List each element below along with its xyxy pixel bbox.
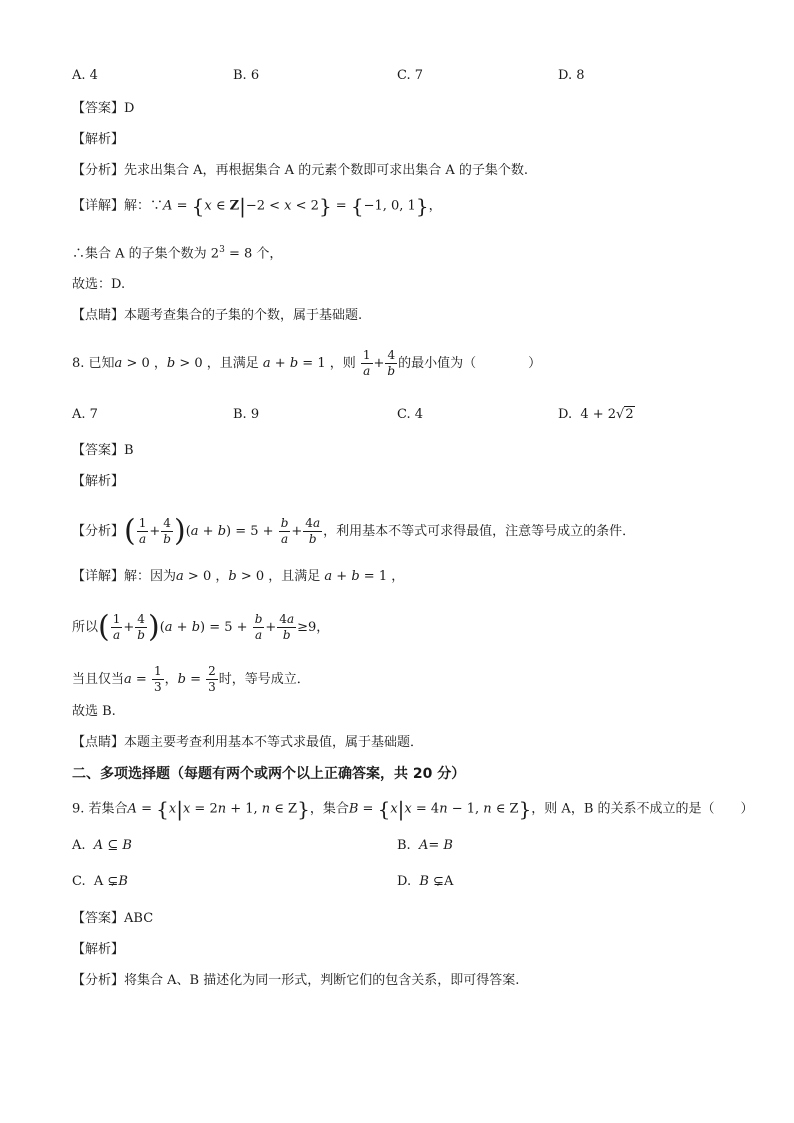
frac-1-a: $\frac{1}{a}$ <box>362 348 371 378</box>
fenxi-tag: 【分析】 <box>72 524 125 539</box>
option-d-label: D. <box>558 407 573 422</box>
q7-option-b: B. 6 <box>233 68 260 83</box>
q8-option-a: A. 7 <box>72 407 98 422</box>
q7-subset-count: ∴集合 A 的子集个数为 $2^3 = 8$ 个， <box>72 245 283 262</box>
suoyi: 所以 <box>72 620 99 635</box>
dangqie: 当且仅当 <box>72 672 125 687</box>
answer-value: ABC <box>124 911 154 926</box>
q7-option-a: A. 4 <box>72 68 98 83</box>
q9-option-a: A. A ⊆ B <box>72 838 132 853</box>
answer-tag: 【答案】 <box>72 443 125 458</box>
q8-stem-tail: 的最小值为（ ） <box>398 356 542 371</box>
q9-mid: ，集合 <box>309 801 349 817</box>
q8-number: 8. 已知 <box>72 356 115 371</box>
option-label: B. <box>397 838 411 853</box>
q9-number: 9. 若集合 <box>72 801 128 817</box>
fenxi-text: 将集合 A、B 描述化为同一形式，判断它们的包含关系，即可得答案. <box>124 973 520 988</box>
q7-dianjing <box>72 306 362 326</box>
dianjing-tag: 【点睛】 <box>72 735 125 750</box>
xiangjie-text: 解：因为 <box>124 569 177 584</box>
dianjing-text: 本题主要考查利用基本不等式求最值，属于基础题． <box>124 735 424 750</box>
q7-guxuan: 故选：D. <box>72 277 126 292</box>
option-label: D. <box>397 874 412 889</box>
q8-answer <box>72 441 134 461</box>
subset-text: ∴集合 A 的子集个数为 <box>72 246 207 262</box>
answer-tag: 【答案】 <box>72 101 125 116</box>
q7-answer <box>72 99 134 119</box>
option-label: A. <box>72 838 86 853</box>
frac-4-b: $\frac{4}{b}$ <box>387 348 396 378</box>
q8-option-c: C. 4 <box>397 407 424 422</box>
q7-xiangjie: 【详解】解：∵A = {x ∈ Z|−2 < x < 2} = {−1, 0, 1}， <box>72 194 442 218</box>
dianjing-tag: 【点睛】 <box>72 308 125 323</box>
q7-option-d: D. 8 <box>558 68 585 83</box>
section-heading: 二、多项选择题（每题有两个或两个以上正确答案，共 20 分） <box>72 766 466 782</box>
q8-fenxi: 【分析】( $\frac{1}{a}$ + $\frac{4}{b}$ )(a + b) = 5 + $\frac{b}{a}$ + $\frac{4a}{b}$ ，利用基本不等式可求得最值，注意等号成立的条件． <box>72 513 636 549</box>
q9-option-c: C. A ⊊B <box>72 874 128 889</box>
q7-option-c: C. 7 <box>397 68 424 83</box>
q8-option-d: D. 4 + 2√2 <box>558 407 634 422</box>
q8-guxuan: 故选 B. <box>72 704 116 719</box>
q8-analysis-tag: 【解析】 <box>72 474 125 489</box>
q9-tail: ，则 A，B 的关系不成立的是（ ） <box>531 801 754 817</box>
q8-suoyi: 所以( $\frac{1}{a}$ + $\frac{4}{b}$ )(a + b) = 5 + $\frac{b}{a}$ + $\frac{4a}{b}$ ≥9， <box>72 609 330 645</box>
subset-tail: = 8 个， <box>228 246 283 262</box>
q9-analysis-tag: 【解析】 <box>72 942 125 957</box>
dianjing-text: 本题考查集合的子集的个数，属于基础题. <box>124 308 363 323</box>
dengchengli: 时，等号成立． <box>218 672 310 687</box>
q9-stem: 9. 若集合A = {x|x = 2n + 1, n ∈ Z}，集合B = {x|x = 4n − 1, n ∈ Z}，则 A，B 的关系不成立的是（ ） <box>72 797 754 821</box>
q9-answer <box>72 909 153 929</box>
q9-option-b: B. A= B <box>397 838 453 853</box>
xiangjie-tag: 【详解】 <box>72 569 125 584</box>
answer-tag: 【答案】 <box>72 911 125 926</box>
q8-dangqie: 当且仅当a = $\frac{1}{3}$ ，b = $\frac{2}{3}$ 时，等号成立． <box>72 664 310 694</box>
q9-fenxi <box>72 971 519 991</box>
q8-option-b: B. 9 <box>233 407 260 422</box>
q9-option-d: D. B ⊊A <box>397 874 454 889</box>
option-label: C. <box>72 874 86 889</box>
q8-stem: 8. 已知a > 0 ，b > 0 ，且满足 a + b = 1 ，则 $\frac{1}{a}$ + $\frac{4}{b}$ 的最小值为（ ） <box>72 348 542 378</box>
xiangjie-tag: 【详解】 <box>72 198 125 214</box>
fenxi-tag: 【分析】 <box>72 163 125 178</box>
q7-analysis-tag: 【解析】 <box>72 132 125 147</box>
q8-xiangjie: 【详解】解：因为a > 0 ，b > 0 ，且满足 a + b = 1 ， <box>72 569 405 584</box>
fenxi-tail: ，利用基本不等式可求得最值，注意等号成立的条件． <box>323 524 636 539</box>
answer-value: B <box>124 443 134 458</box>
answer-value: D <box>124 101 135 116</box>
q8-dianjing <box>72 733 423 753</box>
fenxi-text: 先求出集合 A，再根据集合 A 的元素个数即可求出集合 A 的子集个数. <box>124 163 528 178</box>
xiangjie-prefix: 解： <box>124 198 151 214</box>
q7-fenxi <box>72 161 528 181</box>
fenxi-tag: 【分析】 <box>72 973 125 988</box>
